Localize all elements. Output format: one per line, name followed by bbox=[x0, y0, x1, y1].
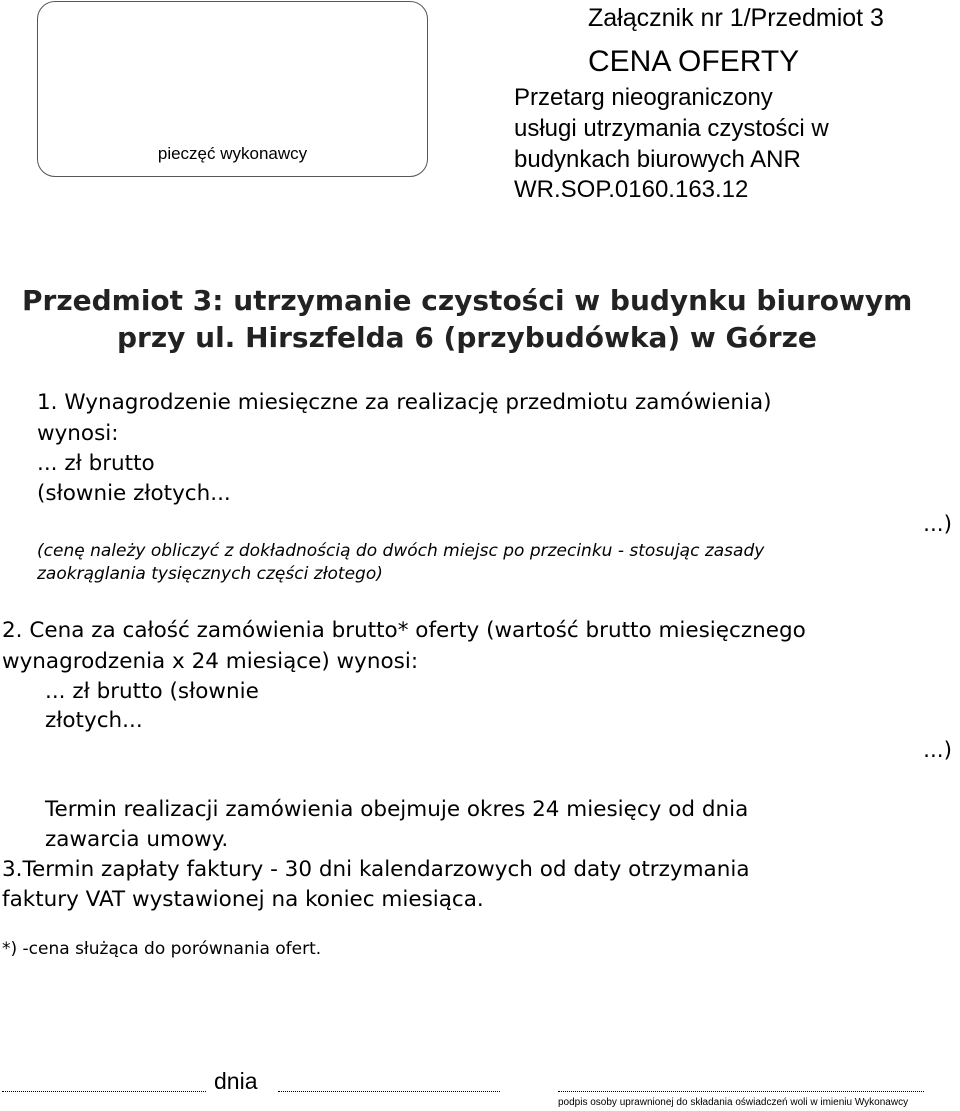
section3-line-2: faktury VAT wystawionej na koniec miesiąca. bbox=[2, 887, 484, 912]
section1-line-2: wynosi: bbox=[37, 421, 119, 446]
section3-line-1: 3.Termin zapłaty faktury - 30 dni kalendarzowych od daty otrzymania bbox=[2, 857, 750, 882]
annex-label: Załącznik nr 1/Przedmiot 3 bbox=[588, 4, 884, 32]
tender-line-1: Przetarg nieograniczony bbox=[514, 84, 773, 111]
section1-line-1: 1. Wynagrodzenie miesięczne za realizację przedmiotu zamówienia) bbox=[37, 390, 772, 415]
section1-in-words: (słownie złotych... bbox=[37, 481, 231, 506]
subject-heading-line-1: Przedmiot 3: utrzymanie czystości w budynku biurowym bbox=[22, 284, 913, 317]
rounding-note-line-1: (cenę należy obliczyć z dokładnością do dwóch miejsc po przecinku - stosując zasady bbox=[37, 541, 765, 561]
section2-line-2: wynagrodzenia x 24 miesiące) wynosi: bbox=[2, 649, 419, 674]
tender-line-4: WR.SOP.0160.163.12 bbox=[514, 176, 749, 203]
section1-in-words-end: ...) bbox=[923, 512, 952, 537]
signature-caption: podpis osoby uprawnionej do składania oświadczeń woli w imieniu Wykonawcy bbox=[558, 1097, 909, 1108]
offer-title: CENA OFERTY bbox=[588, 45, 800, 78]
section2-in-words-end: ...) bbox=[923, 738, 952, 763]
section2-line-1: 2. Cena za całość zamówienia brutto* oferty (wartość brutto miesięcznego bbox=[2, 618, 806, 643]
section1-amount: ... zł brutto bbox=[37, 451, 155, 476]
tender-line-3: budynkach biurowych ANR bbox=[514, 146, 801, 173]
term-line-1: Termin realizacji zamówienia obejmuje okres 24 miesięcy od dnia bbox=[45, 797, 749, 822]
term-line-2: zawarcia umowy. bbox=[45, 827, 229, 852]
footnote: *) -cena służąca do porównania ofert. bbox=[2, 939, 322, 959]
stamp-label: pieczęć wykonawcy bbox=[157, 144, 308, 163]
place-dotted-line bbox=[2, 1091, 206, 1092]
rounding-note-line-2: zaokrąglania tysięcznych części złotego) bbox=[37, 564, 383, 584]
tender-line-2: usługi utrzymania czystości w bbox=[514, 115, 829, 142]
stamp-box bbox=[37, 1, 428, 177]
signature-dotted-line bbox=[558, 1091, 924, 1092]
subject-heading-line-2: przy ul. Hirszfelda 6 (przybudówka) w Górze bbox=[117, 321, 817, 354]
date-dotted-line bbox=[278, 1091, 500, 1092]
section2-in-words: złotych... bbox=[45, 708, 143, 733]
section2-amount: ... zł brutto (słownie bbox=[45, 679, 259, 704]
date-label: dnia bbox=[214, 1068, 258, 1094]
